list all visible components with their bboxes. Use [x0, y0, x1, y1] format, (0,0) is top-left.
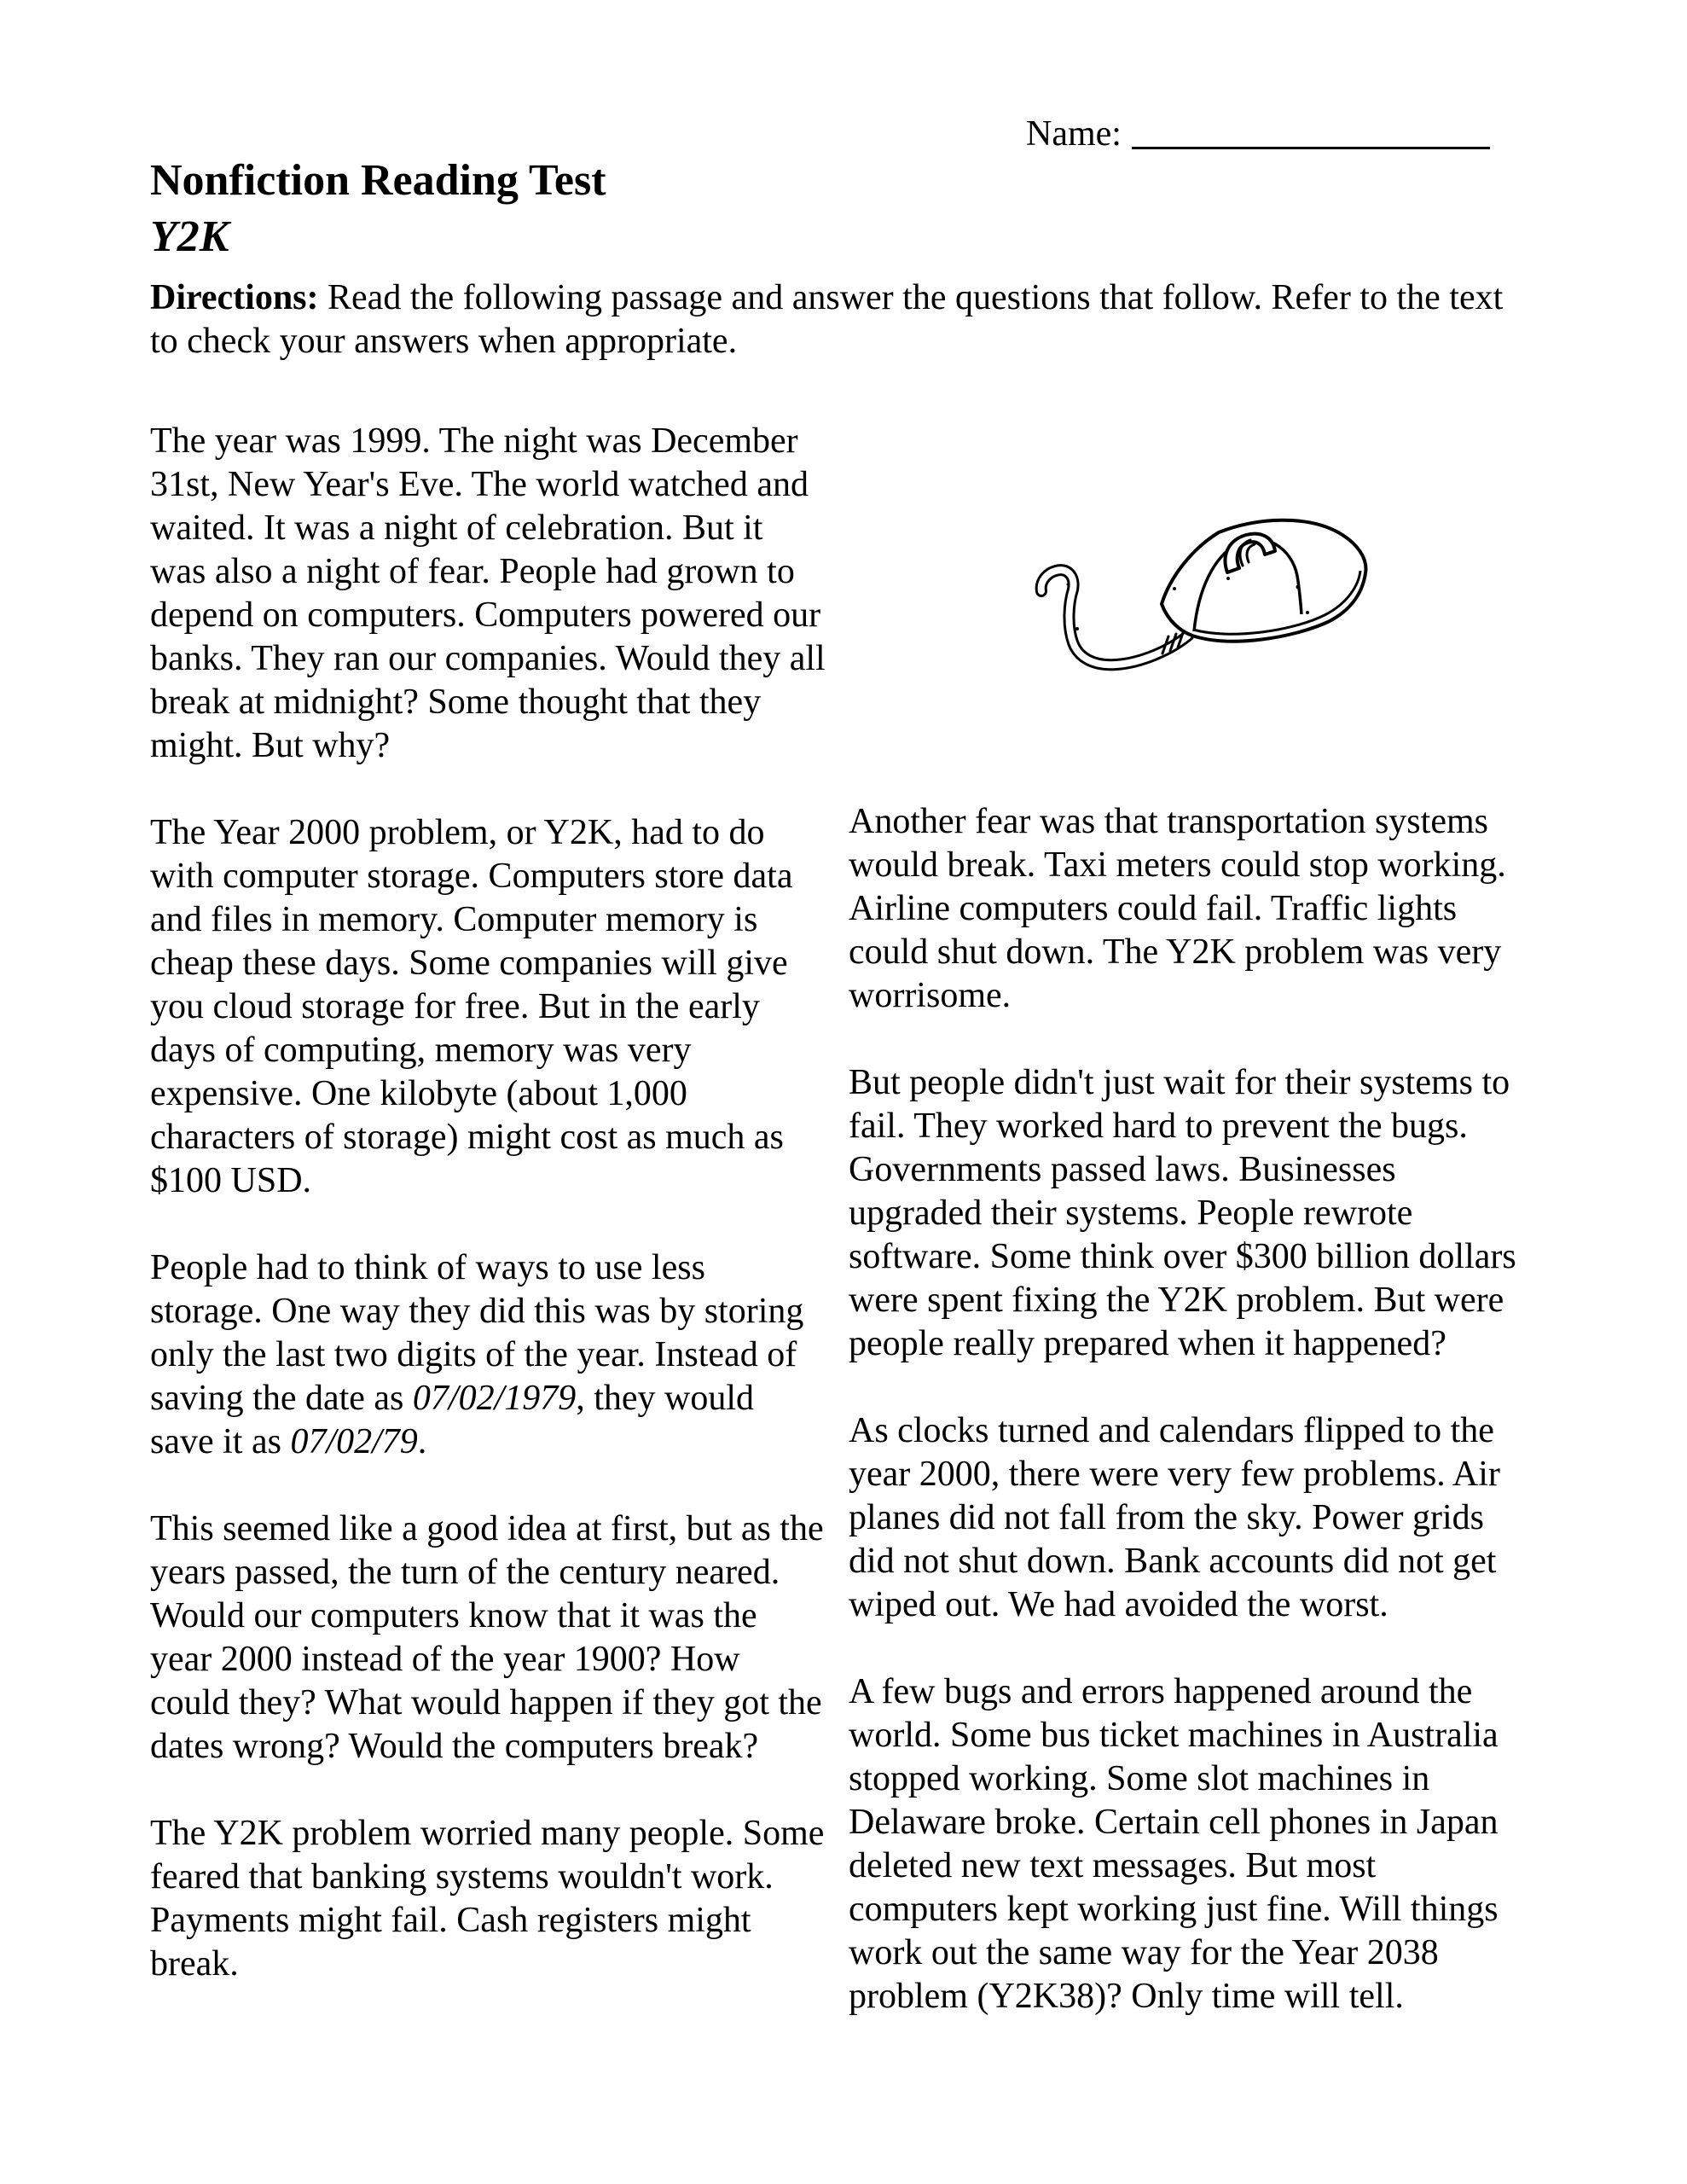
directions [150, 276, 1532, 363]
paragraph-4: This seemed like a good idea at first, but as the years passed, the turn of the century neared. Would our computers know that it was the year 2000 instead of the year 1900? How could they? What would happen if they got the dates wrong? Would the computers break? [150, 1509, 824, 1766]
directions-label: Directions: [150, 278, 319, 317]
date-short-italic: 07/02/79 [290, 1422, 418, 1461]
paragraph-5: The Y2K problem worried many people. Some feared that banking systems wouldn't work. Payments might fail. Cash registers might break. [150, 1814, 825, 1984]
page-subtitle: Y2K [150, 212, 229, 261]
computer-mouse-image [1011, 491, 1394, 700]
paragraph-9: A few bugs and errors happened around the world. Some bus ticket machines in Australia stopped working. Some slot machines in Delaware broke. Certain cell phones in Japan deleted new text messages. But most computers kept working just fine. Will things work out the same way for the Year 2038 problem (Y2K38)? Only time will tell. [849, 1672, 1499, 2016]
paragraph-1: The year was 1999. The night was December 31st, New Year's Eve. The world watched and waited. It was a night of celebration. But it was also a night of fear. People had grown to depend on computers. Computers powered our banks. They ran our companies. Would they all break at midnight? Some thought that they might. But why? [150, 421, 826, 765]
paragraph-3-text: , they would save it as [150, 1379, 755, 1461]
page-title: Nonfiction Reading Test [150, 156, 606, 205]
name-blank-line [1132, 138, 1490, 149]
paragraph-8: As clocks turned and calendars flipped to the year 2000, there were very few problems. Air planes did not fall from the sky. Power grids did not shut down. Bank accounts did not get wiped out. We had avoided the worst. [849, 1411, 1500, 1624]
paragraph-3-text: People had to think of ways to use less storage. One way they did this was by storing only the last two digits of the year. Instead of saving the date as [150, 1248, 804, 1418]
paragraph-2: The Year 2000 problem, or Y2K, had to do with computer storage. Computers store data and files in memory. Computer memory is cheap these days. Some companies will give you cloud storage for free. But in the early days of computing, memory was very expensive. One kilobyte (about 1,000 characters of storage) might cost as much as $100 USD. [150, 813, 793, 1200]
passage-right-column [849, 420, 1531, 2018]
passage-left-column [150, 420, 826, 1986]
paragraph-6: Another fear was that transportation systems would break. Taxi meters could stop working. Airline computers could fail. Traffic lights could shut down. The Y2K problem was very worrisome. [849, 802, 1506, 1015]
date-long-italic: 07/02/1979 [412, 1379, 577, 1418]
directions-text: Read the following passage and answer the questions that follow. Refer to the text to check your answers when appropriate. [150, 278, 1504, 361]
name-label: Name: [1026, 114, 1122, 154]
paragraph-3 [150, 1246, 826, 1464]
name-field-row [1026, 113, 1490, 155]
paragraph-7: But people didn't just wait for their systems to fail. They worked hard to prevent the bugs. Governments passed laws. Businesses upgraded their systems. People rewrote software. Some think over $300 billion dollars were spent fixing the Y2K problem. But were people really prepared when it happened? [849, 1063, 1516, 1363]
paragraph-3-text: . [417, 1422, 427, 1461]
